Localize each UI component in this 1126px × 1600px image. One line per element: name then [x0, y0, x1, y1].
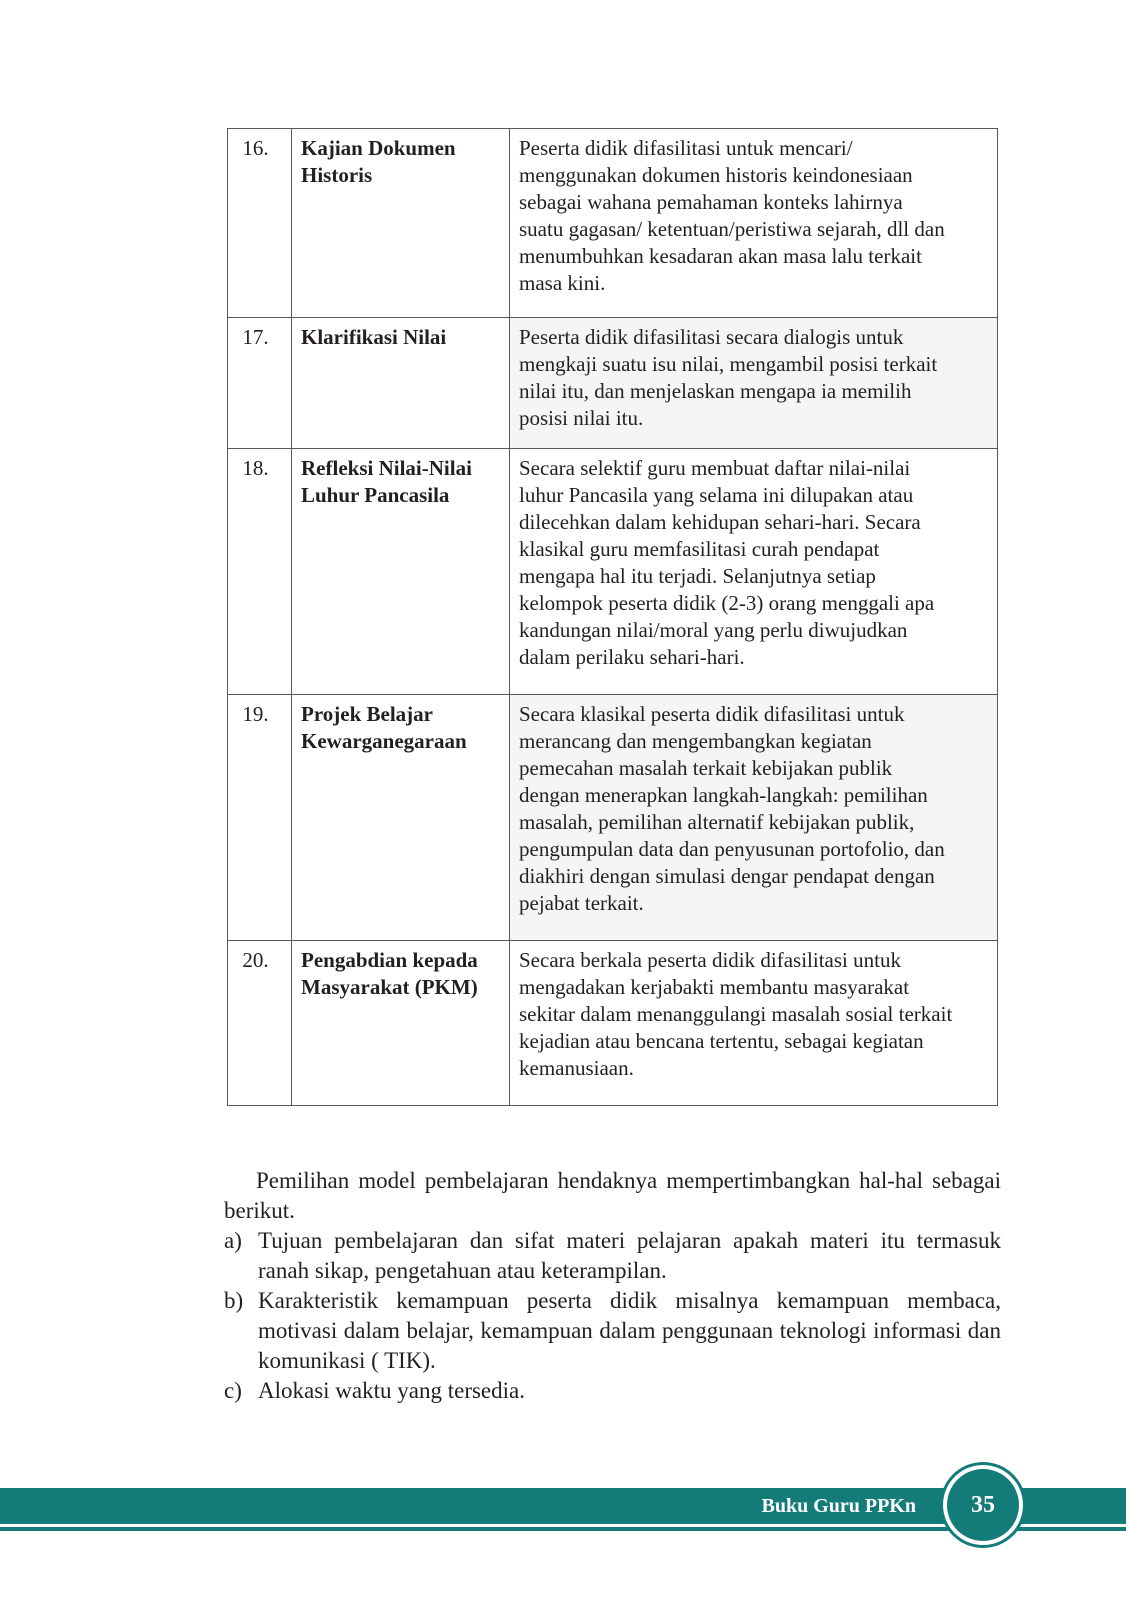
- list-marker: b): [224, 1288, 244, 1313]
- book-title: Buku Guru PPKn: [761, 1495, 916, 1517]
- list-item-text: Karakteristik kemampuan peserta didik misalnya kemampuan membaca, motivasi dalam belajar, kemampuan dalam penggunaan teknologi informasi dan komunikasi ( TIK).: [258, 1288, 1001, 1373]
- description-line: kandungan nilai/moral yang perlu diwujudkan: [519, 618, 908, 642]
- model-name-line: Kajian Dokumen: [301, 136, 456, 160]
- description-line: pejabat terkait.: [519, 891, 644, 915]
- description-line: pemecahan masalah terkait kebijakan publik: [519, 756, 893, 780]
- description-line: dalam perilaku sehari-hari.: [519, 645, 745, 669]
- description-line: Peserta didik difasilitasi untuk mencari/: [519, 136, 853, 160]
- description-line: mengadakan kerjabakti membantu masyarakat: [519, 975, 910, 999]
- description-line: sekitar dalam menanggulangi masalah sosial terkait: [519, 1002, 953, 1026]
- description-line: menumbuhkan kesadaran akan masa lalu terkait: [519, 244, 922, 268]
- model-name-line: Projek Belajar: [301, 702, 433, 726]
- table-row: [228, 695, 998, 941]
- considerations-list: [224, 1226, 1001, 1406]
- model-name-line: Masyarakat (PKM): [301, 975, 478, 999]
- description-line: suatu gagasan/ ketentuan/peristiwa sejarah, dll dan: [519, 217, 945, 241]
- description-line: menggunakan dokumen historis keindonesiaan: [519, 163, 913, 187]
- table-row: [228, 129, 998, 318]
- model-description: [510, 695, 998, 941]
- model-name-line: Klarifikasi Nilai: [301, 325, 447, 349]
- description-line: merancang dan mengembangkan kegiatan: [519, 729, 872, 753]
- row-number: 17.: [228, 318, 292, 449]
- table-row: [228, 318, 998, 449]
- list-item: [224, 1376, 1001, 1406]
- description-line: mengkaji suatu isu nilai, mengambil posisi terkait: [519, 352, 938, 376]
- learning-models-table: [227, 128, 998, 1106]
- description-line: dilecehkan dalam kehidupan sehari-hari. Secara: [519, 510, 921, 534]
- row-number: 20.: [228, 941, 292, 1106]
- model-name-line: Refleksi Nilai-Nilai: [301, 456, 472, 480]
- description-line: Peserta didik difasilitasi secara dialogis untuk: [519, 325, 904, 349]
- list-item-text: Alokasi waktu yang tersedia.: [258, 1378, 525, 1403]
- page-number: 35: [971, 1492, 995, 1518]
- model-description: [510, 449, 998, 695]
- list-marker: c): [224, 1378, 242, 1403]
- model-description: [510, 941, 998, 1106]
- model-description: [510, 318, 998, 449]
- description-line: masalah, pemilihan alternatif kebijakan publik,: [519, 810, 915, 834]
- model-description: [510, 129, 998, 318]
- row-number: 19.: [228, 695, 292, 941]
- list-item: [224, 1286, 1001, 1376]
- model-name-line: Pengabdian kepada: [301, 948, 478, 972]
- model-name-line: Historis: [301, 163, 373, 187]
- table-row: [228, 449, 998, 695]
- description-line: kelompok peserta didik (2-3) orang menggali apa: [519, 591, 935, 615]
- table-row: [228, 941, 998, 1106]
- row-number: 16.: [228, 129, 292, 318]
- description-line: Secara berkala peserta didik difasilitasi untuk: [519, 948, 901, 972]
- description-line: posisi nilai itu.: [519, 406, 644, 430]
- list-item: [224, 1226, 1001, 1286]
- body-text: [224, 1166, 1001, 1406]
- list-item-text: Tujuan pembelajaran dan sifat materi pelajaran apakah materi itu termasuk ranah sikap, pengetahuan atau keterampilan.: [258, 1228, 1001, 1283]
- description-line: dengan menerapkan langkah-langkah: pemilihan: [519, 783, 928, 807]
- description-line: mengapa hal itu terjadi. Selanjutnya setiap: [519, 564, 876, 588]
- model-name: [292, 941, 510, 1106]
- description-line: Secara selektif guru membuat daftar nilai-nilai: [519, 456, 911, 480]
- list-marker: a): [224, 1228, 242, 1253]
- description-line: nilai itu, dan menjelaskan mengapa ia memilih: [519, 379, 912, 403]
- model-name-line: Kewarganegaraan: [301, 729, 467, 753]
- model-name: [292, 449, 510, 695]
- description-line: diakhiri dengan simulasi dengar pendapat dengan: [519, 864, 935, 888]
- description-line: luhur Pancasila yang selama ini dilupakan atau: [519, 483, 914, 507]
- description-line: Secara klasikal peserta didik difasilitasi untuk: [519, 702, 905, 726]
- description-line: klasikal guru memfasilitasi curah pendapat: [519, 537, 880, 561]
- intro-paragraph: Pemilihan model pembelajaran hendaknya mempertimbangkan hal-hal sebagai berikut.: [224, 1168, 1001, 1223]
- description-line: sebagai wahana pemahaman konteks lahirnya: [519, 190, 903, 214]
- description-line: pengumpulan data dan penyusunan portofolio, dan: [519, 837, 945, 861]
- model-name-line: Luhur Pancasila: [301, 483, 450, 507]
- description-line: masa kini.: [519, 271, 606, 295]
- description-line: kejadian atau bencana tertentu, sebagai kegiatan: [519, 1029, 924, 1053]
- model-name: [292, 318, 510, 449]
- model-name: [292, 695, 510, 941]
- description-line: kemanusiaan.: [519, 1056, 634, 1080]
- row-number: 18.: [228, 449, 292, 695]
- model-name: [292, 129, 510, 318]
